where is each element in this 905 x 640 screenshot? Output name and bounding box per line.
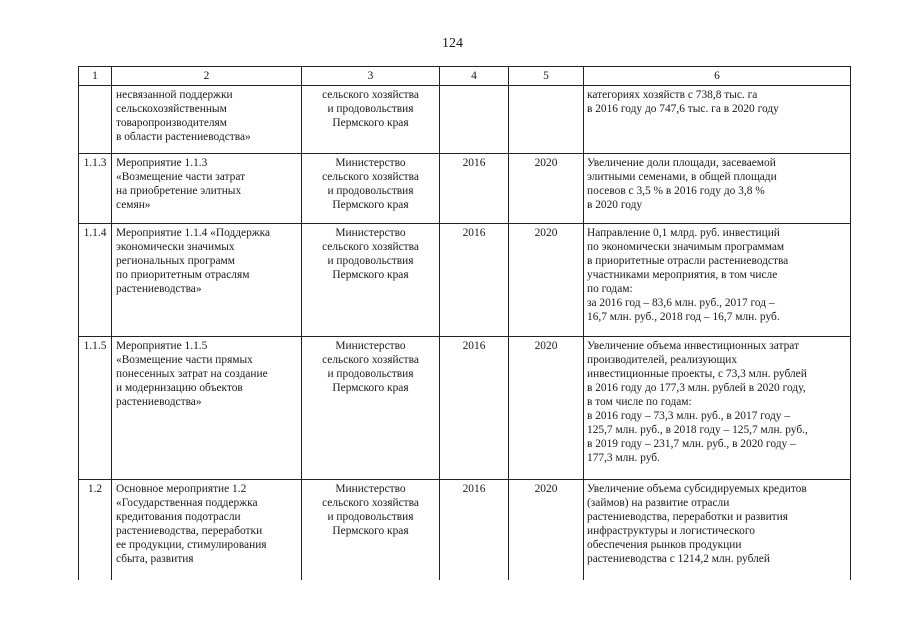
table-row [79,154,851,224]
header-cell-2: 2 [112,67,302,86]
start-year: 2016 [440,154,509,224]
end-year: 2020 [509,337,584,480]
row-number: 1.1.5 [79,337,112,480]
page-number: 124 [442,36,463,51]
expected-result: Увеличение объема субсидируемых кредитов (займов) на развитие отрасли растениеводства, переработки и развития инфраструктуры и логистического обеспечения рынков продукции растениеводства с 1214,2 млн. рублей [587,483,807,565]
measure-name: несвязанной поддержки сельскохозяйственным товаропроизводителям в области растениеводства» [116,89,251,143]
row-number: 1.1.3 [79,154,112,224]
end-year [509,86,584,154]
row-number [79,86,112,154]
expected-result: Увеличение доли площади, засеваемой элитными семенами, в общей площади посевов с 3,5 % в 2016 году до 3,8 % в 2020 году [587,157,777,211]
table-row [79,86,851,154]
row-number: 1.2 [79,480,112,580]
expected-result: категориях хозяйств с 738,8 тыс. га в 2016 году до 747,6 тыс. га в 2020 году [587,89,779,115]
header-cell-6: 6 [584,67,851,86]
expected-result: Направление 0,1 млрд. руб. инвестиций по экономически значимым программам в приоритетные отрасли растениеводства участниками мероприятия, в том числе по годам: за 2016 год – 83,6 млн. руб., 2017 год – 16,7 млн. руб., 2018 год – 16,7 млн. руб. [587,227,789,323]
executor: Министерство сельского хозяйства и продовольствия Пермского края [322,483,419,537]
table-row [79,480,851,580]
measures-table [78,66,851,580]
start-year [440,86,509,154]
header-row [79,67,851,86]
measure-name: Мероприятие 1.1.4 «Поддержка экономически значимых региональных программ по приоритетным отраслям растениеводства» [116,227,271,295]
table-row [79,337,851,480]
executor: Министерство сельского хозяйства и продовольствия Пермского края [322,340,419,394]
expected-result: Увеличение объема инвестиционных затрат производителей, реализующих инвестиционные проекты, с 73,3 млн. рублей в 2016 году до 177,3 млн. рублей в 2020 году, в том числе по годам: в 2016 году – 73,3 млн. руб., в 2017 году – 125,7 млн. руб., в 2018 году – 125,7 млн. руб., в 2019 году – 231,7 млн. руб., в 2020 году – 177,3 млн. руб. [587,340,808,464]
start-year: 2016 [440,224,509,337]
end-year: 2020 [509,154,584,224]
executor: Министерство сельского хозяйства и продовольствия Пермского края [322,227,419,281]
measure-name: Основное мероприятие 1.2 «Государственная поддержка кредитования подотрасли растениеводства, переработки ее продукции, стимулирования сбыта, развития [116,483,267,565]
end-year: 2020 [509,224,584,337]
start-year: 2016 [440,337,509,480]
table-row [79,224,851,337]
start-year: 2016 [440,480,509,580]
header-cell-4: 4 [440,67,509,86]
header-cell-1: 1 [79,67,112,86]
end-year: 2020 [509,480,584,580]
header-cell-5: 5 [509,67,584,86]
executor: сельского хозяйства и продовольствия Пермского края [322,89,419,129]
header-cell-3: 3 [302,67,440,86]
executor: Министерство сельского хозяйства и продовольствия Пермского края [322,157,419,211]
row-number: 1.1.4 [79,224,112,337]
measure-name: Мероприятие 1.1.5 «Возмещение части прямых понесенных затрат на создание и модернизацию объектов растениеводства» [116,340,268,408]
measure-name: Мероприятие 1.1.3 «Возмещение части затрат на приобретение элитных семян» [116,157,246,211]
